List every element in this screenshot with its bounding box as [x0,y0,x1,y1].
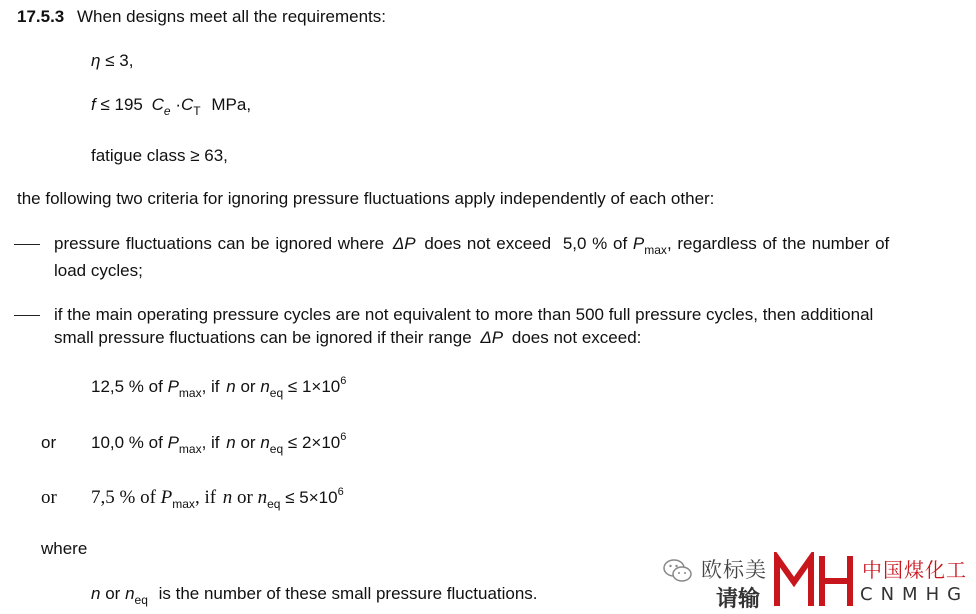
p-max-symbol: P [167,433,179,452]
brand-name-en: CNMHG [860,584,970,605]
watermark-overlay-text: 请输 [716,587,761,612]
limit-cycles: ≤ 5×10 [285,488,338,507]
limit-percent: 10,0 % of [91,433,163,452]
criterion-1-line-2: load cycles; [54,261,143,280]
limit-cycles: ≤ 1×10 [287,377,341,396]
watermark [646,552,976,614]
limit-row-3-prefix: or [41,487,57,508]
threshold-value: 5,0 % of [562,234,628,253]
section-number: 17.5.3 [17,7,65,26]
p-max-symbol: P [167,377,179,396]
eta-limit: ≤ 3, [105,51,134,70]
unit-mpa: MPa, [211,95,252,114]
watermark-text: 欧标美 [701,558,767,582]
ce-subscript: e [163,104,171,118]
limit-percent: 12,5 % of [91,377,163,396]
delta-p-symbol: ΔP [392,234,416,253]
dot-operator: · [175,95,181,114]
ct-subscript: T [193,104,201,118]
list-dash [14,315,40,316]
criterion-2-line-2: small pressure fluctuations can be ignored if their range ΔP does not exceed: [54,328,642,347]
p-max-subscript: max [644,243,667,257]
limit-percent: 7,5 % of [91,487,156,508]
limit-row-1: 12,5 % of $P_{max}$, if n or $n_{eq} \le 1\times 10^6$ [91,375,347,400]
f-symbol: f [91,95,96,114]
criterion-1-line-1: pressure fluctuations can be ignored where ΔP does not exceed 5,0 % of $P_{max}$, regardless of the number of [54,234,890,257]
section-title: When designs meet all the requirements: [77,7,386,26]
condition-fatigue-class: fatigue class ≥ 63, [91,146,228,165]
where-definition: n or $n_{eq}$ is the number of these small pressure fluctuations. [91,584,538,607]
limit-row-2: 10,0 % of $P_{max}$, if n or $n_{eq} \le 2\times 10^6$ [91,431,347,456]
f-limit: ≤ 195 [100,95,143,114]
brand-name-cn: 中国煤化工 [862,558,967,582]
intro-paragraph: the following two criteria for ignoring pressure fluctuations apply independently of each other: [17,189,715,208]
condition-eta [91,50,133,72]
limit-row-3: 7,5 % of $P_{max}$, if n or $n_{eq} \le 5\times 10^6$ [91,486,344,511]
brand-logo [774,552,856,608]
wechat-icon [663,558,693,584]
p-max-symbol: P [632,234,645,253]
ce-symbol: C [151,95,164,114]
limit-row-2-prefix: or [41,433,57,452]
p-max-symbol: P [160,487,173,508]
section-heading [17,6,386,28]
ct-symbol: C [181,95,194,114]
criterion-2-line-1: if the main operating pressure cycles are not equivalent to more than 500 full pressure cycles, then additional [54,305,874,324]
limit-cycles: ≤ 2×10 [287,433,341,452]
where-label: where [41,539,88,558]
eta-symbol: η [91,51,101,70]
delta-p-symbol: ΔP [480,328,504,347]
list-dash [14,244,40,245]
condition-f [91,94,251,117]
